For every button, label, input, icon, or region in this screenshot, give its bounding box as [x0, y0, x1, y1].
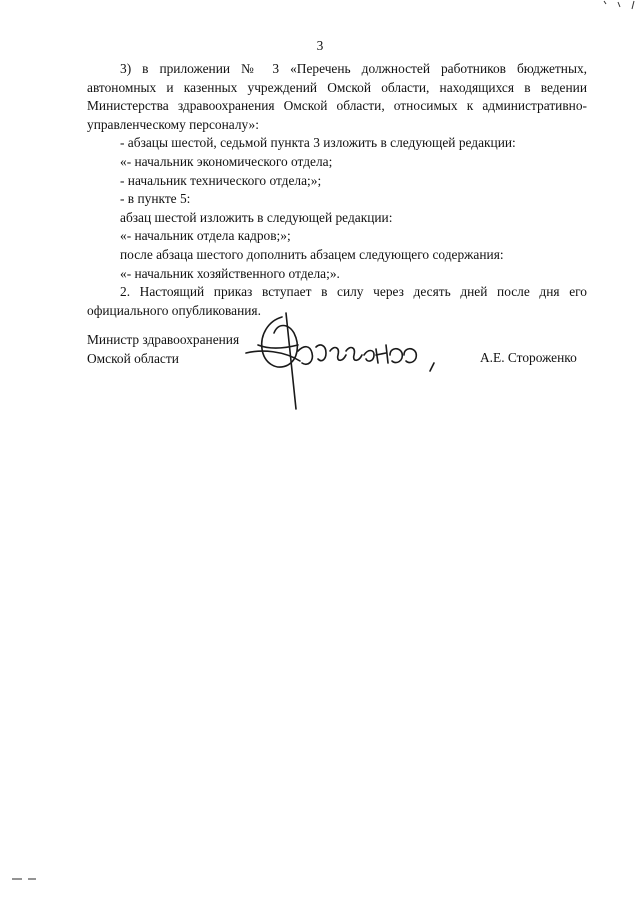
paragraph-amendment-3: 3) в приложении № 3 «Перечень должностей работников бюджетных, автономных и казенных учреждений Омской области, находящихся в ведении Министерства здравоохранения Омской области, относимых к административно-управленческому персоналу»: — [87, 61, 587, 132]
paragraph-item-1: - абзацы шестой, седьмой пункта 3 изложить в следующей редакции: — [120, 135, 516, 151]
paragraph-item-2: «- начальник экономического отдела; — [120, 153, 333, 169]
paragraph-item-8: «- начальник хозяйственного отдела;». — [120, 265, 340, 281]
paragraph-item-5: абзац шестой изложить в следующей редакции: — [120, 209, 393, 225]
page-corner-mark — [600, 0, 640, 12]
paragraph-item-4: - в пункте 5: — [120, 191, 191, 207]
handwritten-signature — [238, 305, 438, 415]
paragraph-item-6: «- начальник отдела кадров;»; — [120, 228, 291, 244]
footer-mark — [12, 876, 42, 882]
paragraph-item-7: после абзаца шестого дополнить абзацем следующего содержания: — [120, 246, 504, 262]
signatory-title-line1: Министр здравоохранения — [87, 332, 240, 347]
page-number: 3 — [316, 38, 324, 53]
document-body — [87, 60, 587, 320]
signatory-title — [87, 331, 239, 368]
signatory-title-line2: Омской области — [87, 350, 179, 366]
paragraph-item-3: - начальник технического отдела;»; — [120, 172, 322, 188]
signatory-name: А.Е. Стороженко — [480, 350, 577, 365]
paragraph-effective-date: 2. Настоящий приказ вступает в силу через десять дней после дня его официального опубликования. — [87, 284, 587, 318]
